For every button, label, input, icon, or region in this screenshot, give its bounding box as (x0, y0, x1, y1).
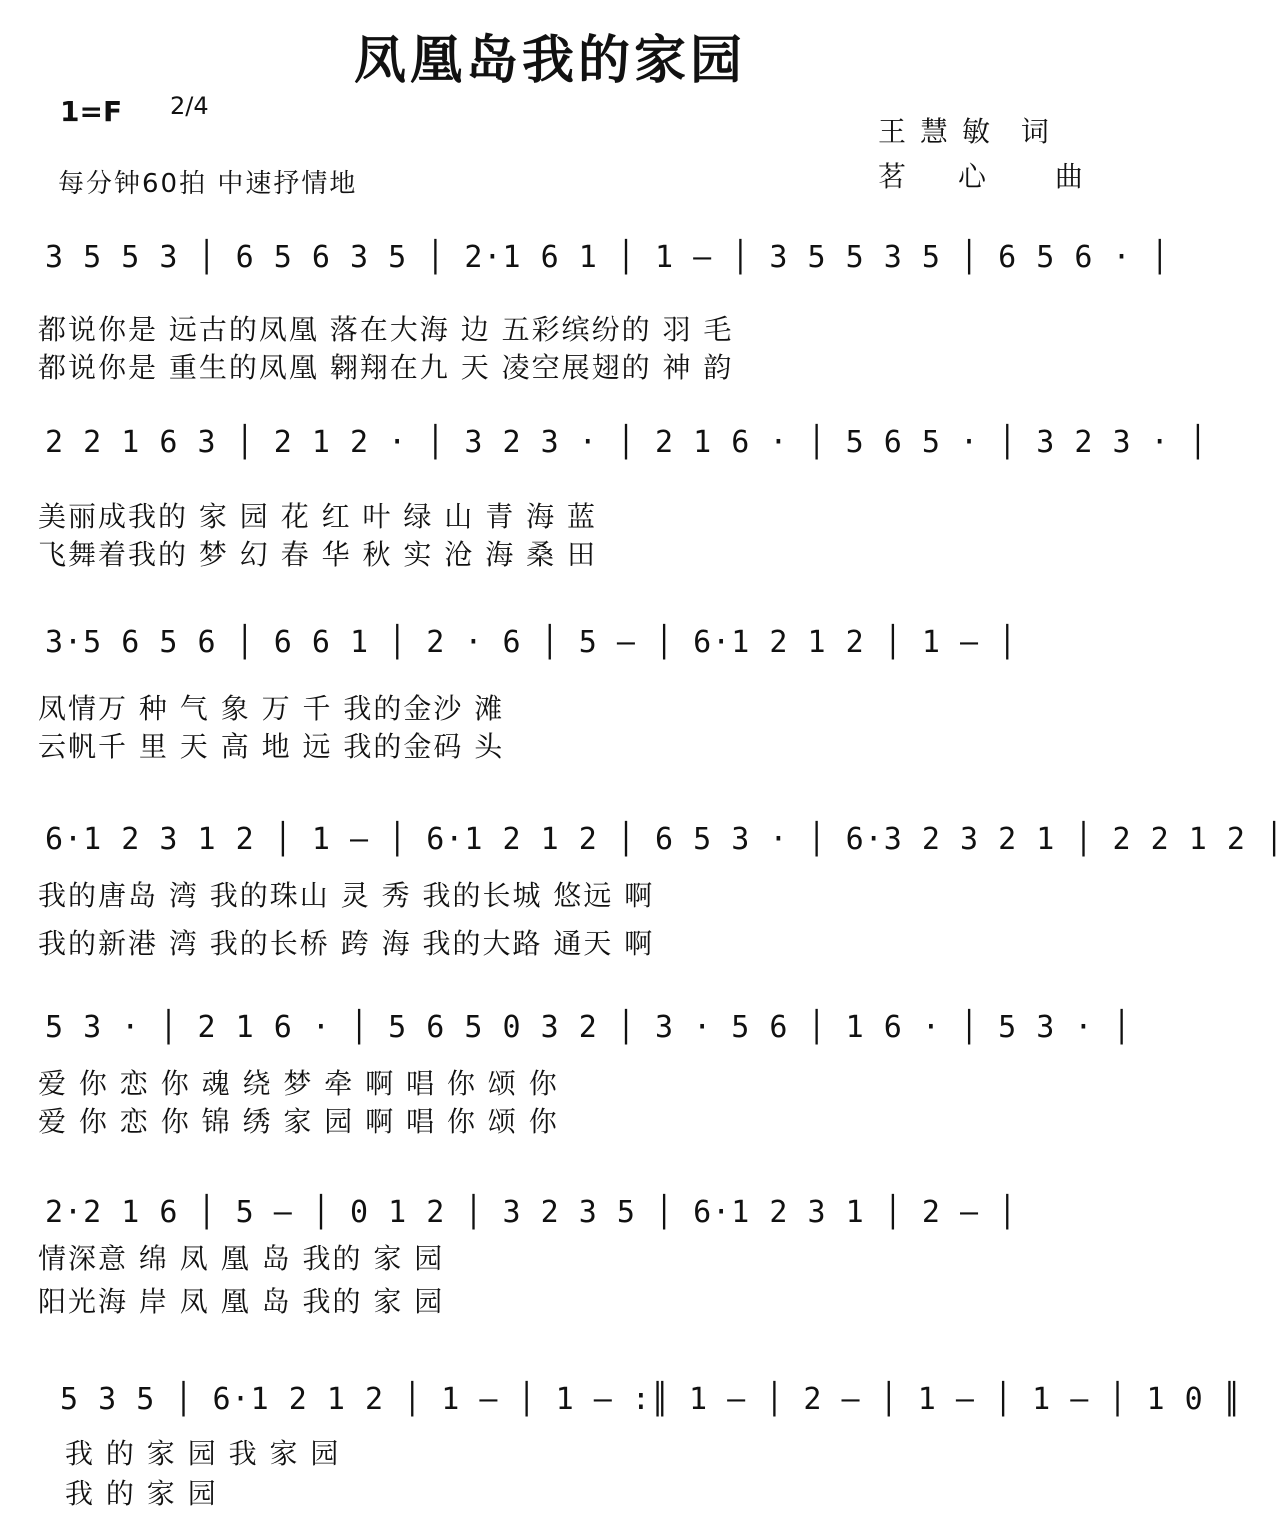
notation-line: 3·5 6 5 6 │ 6 6 1 │ 2 · 6 │ 5 — │ 6·1 2 1 2 │ 1 — │ (45, 625, 1018, 660)
tempo-marking: 每分钟60拍 中速抒情地 (58, 169, 358, 199)
lyric-verse-1: 都说你是 远古的凤凰 落在大海 边 五彩缤纷的 羽 毛 (38, 313, 734, 346)
lyricist-role: 词 (1020, 115, 1051, 148)
lyric-verse-2: 我 的 家 园 (65, 1477, 218, 1510)
notation-line: 2 2 1 6 3 │ 2 1 2 · │ 3 2 3 · │ 2 1 6 · │ 5 6 5 · │ 3 2 3 · │ (45, 425, 1208, 460)
song-title: 凤凰岛我的家园 (353, 30, 746, 91)
lyric-verse-2: 爱 你 恋 你 锦 绣 家 园 啊 唱 你 颂 你 (38, 1105, 559, 1138)
notation-line: 2·2 1 6 │ 5 — │ 0 1 2 │ 3 2 3 5 │ 6·1 2 3 1 │ 2 — │ (45, 1195, 1018, 1230)
lyric-verse-1: 凤情万 种 气 象 万 千 我的金沙 滩 (38, 692, 505, 725)
lyric-verse-2: 都说你是 重生的凤凰 翱翔在九 天 凌空展翅的 神 韵 (38, 351, 734, 384)
lyric-verse-2: 我的新港 湾 我的长桥 跨 海 我的大路 通天 啊 (38, 927, 655, 960)
notation-line: 3 5 5 3 │ 6 5 6 3 5 │ 2·1 6 1 │ 1 — │ 3 5 5 3 5 │ 6 5 6 · │ (45, 240, 1170, 275)
composer-role: 曲 (1054, 160, 1085, 193)
composer-credit (878, 155, 1085, 195)
composer-name: 茗心 (878, 160, 1039, 193)
lyric-verse-2: 飞舞着我的 梦 幻 春 华 秋 实 沧 海 桑 田 (38, 538, 598, 571)
lyric-verse-1: 美丽成我的 家 园 花 红 叶 绿 山 青 海 蓝 (38, 500, 598, 533)
lyric-verse-1: 情深意 绵 凤 凰 岛 我的 家 园 (38, 1242, 445, 1275)
lyricist-credit (878, 110, 1051, 150)
lyric-verse-1: 我的唐岛 湾 我的珠山 灵 秀 我的长城 悠远 啊 (38, 879, 655, 912)
lyricist-name: 王慧敏 (878, 115, 1005, 148)
lyric-verse-1: 我 的 家 园 我 家 园 (65, 1437, 341, 1470)
lyric-verse-2: 阳光海 岸 凤 凰 岛 我的 家 园 (38, 1285, 445, 1318)
lyric-verse-1: 爱 你 恋 你 魂 绕 梦 牵 啊 唱 你 颂 你 (38, 1067, 559, 1100)
notation-line: 5 3 5 │ 6·1 2 1 2 │ 1 — │ 1 — :║ 1 — │ 2 — │ 1 — │ 1 — │ 1 0 ║ (60, 1382, 1242, 1417)
notation-line: 6·1 2 3 1 2 │ 1 — │ 6·1 2 1 2 │ 6 5 3 · │ 6·3 2 3 2 1 │ 2 2 1 2 │ (45, 822, 1284, 857)
time-signature: 2/4 (170, 92, 209, 120)
lyric-verse-2: 云帆千 里 天 高 地 远 我的金码 头 (38, 730, 505, 763)
key-signature: 1=F (60, 95, 123, 128)
notation-line: 5 3 · │ 2 1 6 · │ 5 6 5 0 3 2 │ 3 · 5 6 │ 1 6 · │ 5 3 · │ (45, 1010, 1132, 1045)
